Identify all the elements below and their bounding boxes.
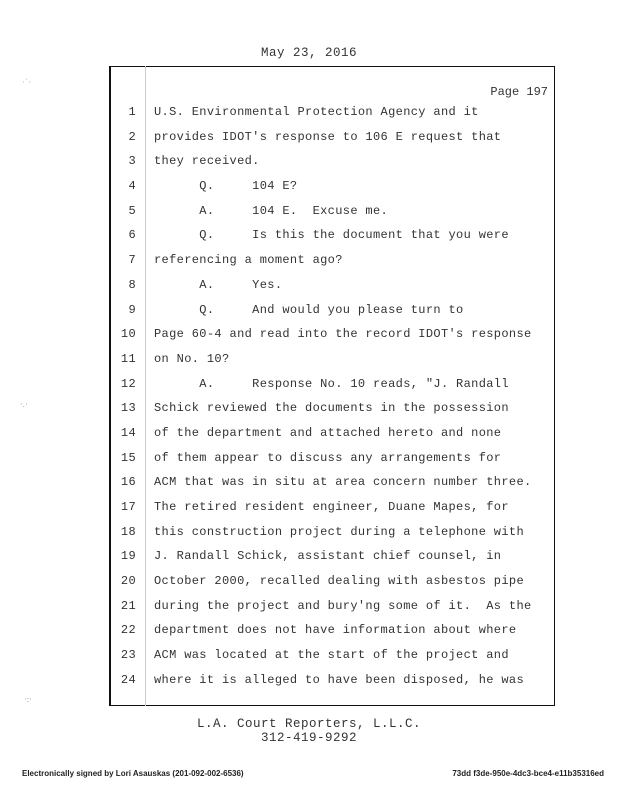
line-text: they received. — [154, 154, 260, 169]
transcript-line — [110, 668, 550, 693]
line-text: J. Randall Schick, assistant chief counsel, in — [154, 549, 502, 564]
transcript-line — [110, 347, 550, 372]
transcript-line — [110, 248, 550, 273]
line-text: of them appear to discuss any arrangements for — [154, 450, 502, 465]
line-number: 10 — [120, 327, 136, 342]
line-number: 16 — [120, 475, 136, 490]
transcript-line — [110, 520, 550, 545]
transcript-line — [110, 594, 550, 619]
document-id: 73dd f3de-950e-4dc3-bce4-e11b35316ed — [452, 769, 604, 778]
line-text: Q. 104 E? — [154, 179, 298, 194]
line-text: Schick reviewed the documents in the possession — [154, 401, 509, 416]
line-number: 17 — [120, 500, 136, 514]
line-number: 6 — [128, 228, 136, 243]
line-text: October 2000, recalled dealing with asbestos pipe — [154, 574, 525, 589]
scan-speck: ·˙· — [22, 78, 32, 87]
line-text: where it is alleged to have been disposed, he was — [154, 672, 525, 687]
line-number: 12 — [120, 376, 136, 391]
line-number: 19 — [120, 549, 136, 564]
line-text: this construction project during a telephone with — [154, 524, 525, 539]
line-text: A. 104 E. Excuse me. — [154, 203, 389, 218]
line-number: 23 — [120, 648, 136, 663]
line-number: 18 — [120, 524, 136, 539]
line-number: 9 — [128, 302, 136, 317]
transcript-line — [110, 396, 550, 421]
scan-speck: ·:· — [24, 695, 32, 704]
line-text: U.S. Environmental Protection Agency and it — [154, 105, 479, 119]
transcript-line — [110, 273, 550, 298]
transcript-line — [110, 298, 550, 323]
line-text: ACM that was in situ at area concern number three. — [154, 475, 532, 490]
transcript-line — [110, 100, 550, 125]
scan-speck: ·.· — [20, 400, 28, 409]
transcript-line — [110, 544, 550, 569]
transcript-line — [110, 372, 550, 397]
electronic-signature-note: Electronically signed by Lori Asauskas (201-092-002-6536) — [22, 769, 244, 778]
line-number: 15 — [120, 450, 136, 465]
line-text: Page 60-4 and read into the record IDOT's response — [154, 327, 532, 342]
transcript-line — [110, 470, 550, 495]
transcript-line — [110, 446, 550, 471]
transcript-line — [110, 618, 550, 643]
transcript-line — [110, 421, 550, 446]
transcript-line — [110, 149, 550, 174]
line-text: department does not have information about where — [154, 623, 517, 638]
line-number: 13 — [120, 401, 136, 416]
line-number: 2 — [128, 129, 136, 144]
line-text: The retired resident engineer, Duane Mapes, for — [154, 500, 509, 514]
line-text: of the department and attached hereto and none — [154, 425, 502, 440]
line-number: 1 — [128, 105, 136, 119]
line-number: 4 — [128, 179, 136, 194]
line-number: 3 — [128, 154, 136, 169]
line-text: A. Response No. 10 reads, "J. Randall — [154, 376, 509, 391]
transcript-line — [110, 174, 550, 199]
court-reporter-name: L.A. Court Reporters, L.L.C. — [196, 717, 422, 731]
transcript-line — [110, 223, 550, 248]
court-reporter-phone: 312-419-9292 — [260, 731, 357, 745]
line-text: referencing a moment ago? — [154, 253, 343, 268]
line-text: ACM was located at the start of the project and — [154, 648, 509, 663]
transcript-line — [110, 643, 550, 668]
line-number: 21 — [120, 598, 136, 613]
transcript-line — [110, 569, 550, 594]
line-text: on No. 10? — [154, 351, 230, 366]
transcript-line — [110, 125, 550, 150]
line-text: A. Yes. — [154, 277, 283, 292]
transcript-line — [110, 199, 550, 224]
page-number: Page 197 — [490, 85, 548, 99]
line-text: Q. And would you please turn to — [154, 302, 464, 317]
transcript-date: May 23, 2016 — [260, 46, 357, 60]
line-text: Q. Is this the document that you were — [154, 228, 509, 243]
line-text: provides IDOT's response to 106 E request that — [154, 129, 502, 144]
line-number: 11 — [120, 351, 136, 366]
transcript-lines — [110, 100, 550, 693]
line-number: 7 — [128, 253, 136, 268]
line-number: 14 — [120, 425, 136, 440]
line-number: 22 — [120, 623, 136, 638]
transcript-line — [110, 322, 550, 347]
line-text: during the project and bury'ng some of it. As the — [154, 598, 532, 613]
line-number: 20 — [120, 574, 136, 589]
line-number: 8 — [128, 277, 136, 292]
transcript-line — [110, 495, 550, 520]
line-number: 24 — [120, 672, 136, 687]
line-number: 5 — [128, 203, 136, 218]
